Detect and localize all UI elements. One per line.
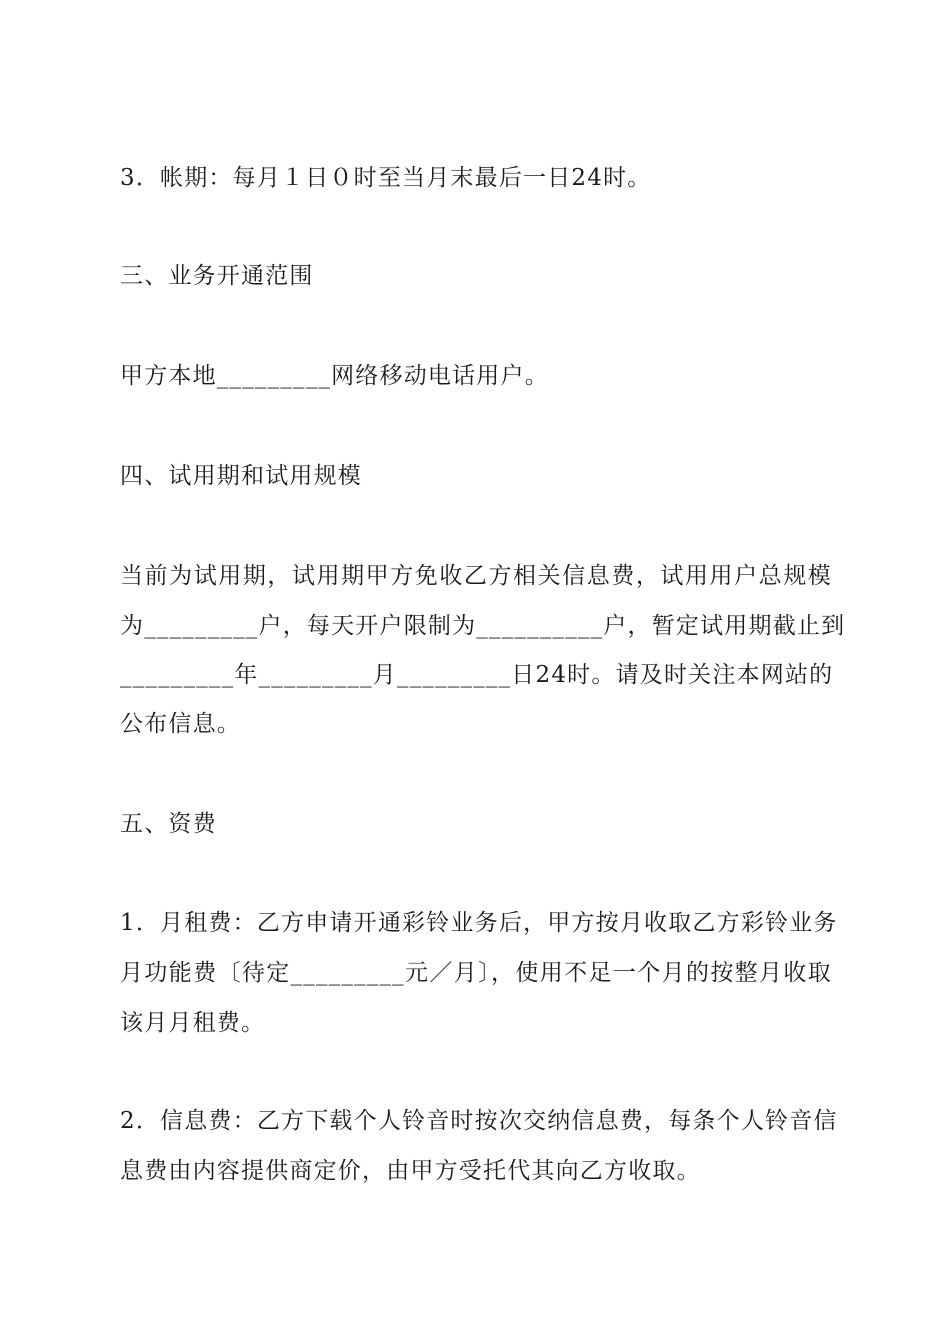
billing-period-clause: 3．帐期：每月１日０时至当月末最后一日24时。 bbox=[120, 165, 652, 191]
info-fee-line-2: 息费由内容提供商定价，由甲方受托代其向乙方收取。 bbox=[120, 1158, 701, 1184]
monthly-fee-line-3: 该月月租费。 bbox=[120, 1010, 266, 1036]
trial-text-line-1: 当前为试用期，试用期甲方免收乙方相关信息费，试用用户总规模 bbox=[120, 563, 832, 589]
monthly-fee-line-2: 月功能费〔待定_________元／月〕，使用不足一个月的按整月收取 bbox=[120, 960, 832, 986]
trial-text-line-4: 公布信息。 bbox=[120, 711, 241, 737]
section-heading-trial: 四、试用期和试用规模 bbox=[120, 463, 362, 489]
trial-text-line-2: 为_________户，每天开户限制为__________户，暂定试用期截止到 bbox=[120, 613, 846, 639]
monthly-fee-line-1: 1．月租费：乙方申请开通彩铃业务后，甲方按月收取乙方彩铃业务 bbox=[120, 910, 838, 936]
info-fee-line-1: 2．信息费：乙方下载个人铃音时按次交纳信息费，每条个人铃音信 bbox=[120, 1108, 838, 1134]
scope-text: 甲方本地_________网络移动电话用户。 bbox=[120, 363, 549, 389]
trial-text-line-3: _________年_________月_________日24时。请及时关注本网站的 bbox=[120, 662, 834, 688]
section-heading-fees: 五、资费 bbox=[120, 811, 217, 837]
section-heading-scope: 三、业务开通范围 bbox=[120, 263, 314, 289]
